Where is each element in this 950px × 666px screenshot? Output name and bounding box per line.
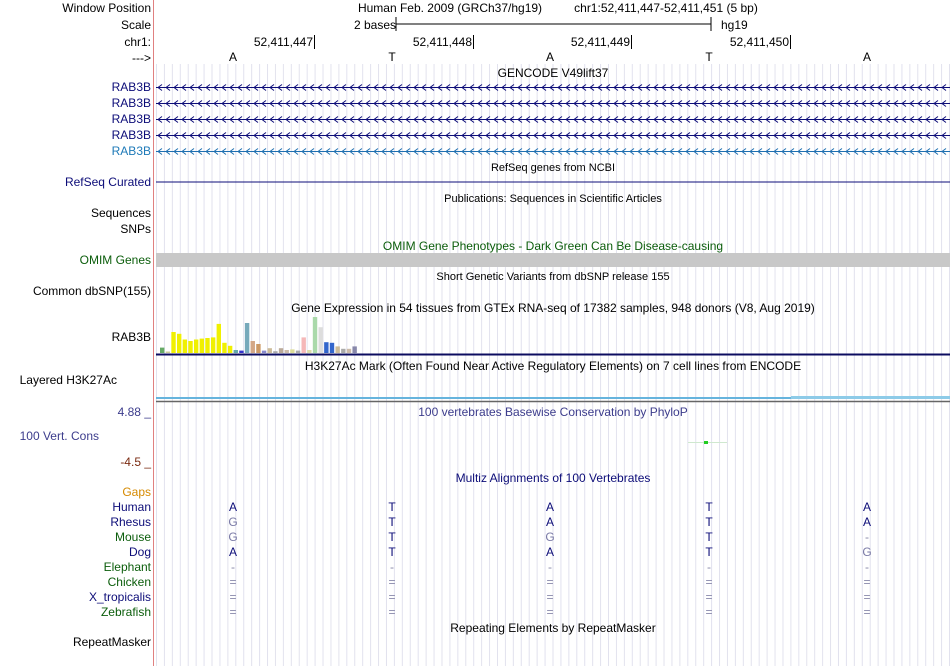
- alignment-base: -: [390, 560, 394, 574]
- alignment-base: A: [545, 500, 554, 514]
- ref-base-2: T: [388, 50, 396, 64]
- label-species-mouse: Mouse: [114, 530, 151, 544]
- gtex-tissue-bar: [228, 346, 232, 353]
- label-species-rhesus: Rhesus: [110, 515, 151, 529]
- label-publications-snps[interactable]: SNPs: [120, 222, 151, 236]
- alignment-base: =: [229, 575, 237, 589]
- h3k27ac-signal-low: [156, 397, 791, 399]
- alignment-base: A: [862, 500, 871, 514]
- ref-base-1: A: [228, 50, 237, 64]
- alignment-base: A: [545, 515, 554, 529]
- track-label-column: [0, 0, 153, 666]
- gtex-tissue-bar: [307, 350, 311, 353]
- gtex-bar-group: [160, 317, 357, 353]
- alignment-base: =: [705, 575, 713, 589]
- alignment-base: =: [388, 590, 396, 604]
- label-h3k27ac[interactable]: Layered H3K27Ac: [19, 373, 117, 387]
- label-refseq-curated[interactable]: RefSeq Curated: [64, 175, 151, 189]
- alignment-base: =: [229, 590, 237, 604]
- gtex-tissue-bar: [341, 349, 345, 353]
- alignment-base: T: [705, 515, 713, 529]
- scale-db: hg19: [721, 18, 748, 32]
- label-window-position: Window Position: [62, 1, 151, 15]
- gtex-tissue-bar: [188, 341, 192, 353]
- label-scale: Scale: [120, 18, 151, 32]
- ruler-tick-2: [473, 35, 474, 49]
- alignment-base: T: [705, 500, 713, 514]
- gtex-tissue-bar: [335, 346, 339, 353]
- alignment-base: =: [863, 590, 871, 604]
- alignment-base: A: [862, 515, 871, 529]
- track-title-repeatmasker: Repeating Elements by RepeatMasker: [450, 621, 656, 635]
- gtex-tissue-bar: [318, 327, 322, 353]
- alignment-base: =: [546, 590, 554, 604]
- ruler-tick-4: [790, 35, 791, 49]
- alignment-base: =: [388, 605, 396, 619]
- alignment-base: T: [705, 545, 713, 559]
- track-title-h3k27ac: H3K27Ac Mark (Often Found Near Active Regulatory Elements) on 7 cell lines from ENCODE: [304, 359, 802, 373]
- phylop-score-mark: [704, 441, 708, 444]
- track-data-area[interactable]: [156, 0, 950, 666]
- label-dbsnp[interactable]: Common dbSNP(155): [32, 284, 151, 298]
- ruler-label-1: 52,411,447: [253, 35, 313, 49]
- alignment-base: -: [231, 560, 235, 574]
- gtex-tissue-bar: [200, 339, 204, 353]
- label-omim-genes[interactable]: OMIM Genes: [79, 253, 151, 267]
- track-title-dbsnp: Short Genetic Variants from dbSNP release 155: [436, 271, 670, 283]
- alignment-base: -: [707, 560, 711, 574]
- gtex-tissue-bar: [251, 341, 255, 353]
- label-species-xtropicalis: X_tropicalis: [88, 590, 151, 604]
- label-gencode-2[interactable]: RAB3B: [111, 96, 151, 110]
- gtex-tissue-bar: [234, 350, 238, 353]
- alignment-base: =: [388, 575, 396, 589]
- label-species-dog: Dog: [128, 545, 151, 559]
- gtex-tissue-bar: [268, 348, 272, 353]
- gtex-tissue-bar: [279, 348, 283, 353]
- gtex-tissue-bar: [313, 317, 317, 353]
- alignment-base: =: [705, 605, 713, 619]
- label-phylop-max: 4.88 _: [117, 405, 151, 419]
- gtex-tissue-bar: [177, 334, 181, 353]
- alignment-base: =: [229, 605, 237, 619]
- alignment-base: -: [865, 530, 869, 544]
- gtex-tissue-bar: [211, 337, 215, 353]
- gtex-tissue-bar: [194, 340, 198, 354]
- alignment-base: -: [865, 560, 869, 574]
- label-phylop-name[interactable]: 100 Vert. Cons: [19, 429, 99, 443]
- alignment-base: T: [705, 530, 713, 544]
- gtex-tissue-bar: [171, 332, 175, 353]
- track-title-phylop: 100 vertebrates Basewise Conservation by PhyloP: [418, 405, 688, 419]
- ruler-label-3: 52,411,449: [570, 35, 630, 49]
- label-gencode-5[interactable]: RAB3B: [111, 144, 151, 158]
- label-chrom: chr1:: [124, 35, 151, 49]
- alignment-base: =: [863, 575, 871, 589]
- alignment-base: T: [388, 530, 396, 544]
- track-title-gencode: GENCODE V49lift37: [497, 66, 609, 80]
- gtex-tissue-bar: [217, 324, 221, 353]
- omim-gene-bar: [156, 253, 950, 267]
- label-publications-sequences[interactable]: Sequences: [90, 206, 151, 220]
- track-title-omim: OMIM Gene Phenotypes - Dark Green Can Be Disease-causing: [382, 239, 724, 253]
- ref-base-4: T: [705, 50, 713, 64]
- label-gencode-1[interactable]: RAB3B: [111, 80, 151, 94]
- gtex-tissue-bar: [290, 349, 294, 353]
- alignment-base: T: [388, 500, 396, 514]
- alignment-base: =: [546, 605, 554, 619]
- gtex-tissue-bar: [245, 323, 249, 353]
- alignment-base: A: [228, 545, 237, 559]
- alignment-base: =: [546, 575, 554, 589]
- ruler-tick-1: [314, 35, 315, 49]
- alignment-base: T: [388, 545, 396, 559]
- ref-base-5: A: [862, 50, 871, 64]
- gtex-tissue-bar: [160, 348, 164, 353]
- gtex-tissue-bar: [183, 340, 187, 354]
- gtex-tissue-bar: [302, 337, 306, 353]
- alignment-base: =: [705, 590, 713, 604]
- alignment-base: G: [228, 530, 238, 544]
- ref-base-3: A: [545, 50, 554, 64]
- track-title-gtex: Gene Expression in 54 tissues from GTEx RNA-seq of 17382 samples, 948 donors (V8, Aug 2019): [291, 301, 815, 315]
- scale-label: 2 bases: [353, 18, 396, 32]
- label-gtex-gene[interactable]: RAB3B: [111, 330, 151, 344]
- label-separator-line: [153, 0, 154, 666]
- gtex-tissue-bar: [347, 349, 351, 353]
- alignment-base: G: [228, 515, 238, 529]
- label-gencode-3[interactable]: RAB3B: [111, 112, 151, 126]
- label-repeatmasker[interactable]: RepeatMasker: [72, 635, 151, 649]
- gtex-tissue-bar: [166, 352, 170, 354]
- gtex-tissue-bar: [205, 338, 209, 353]
- scale-bar: [396, 17, 711, 31]
- label-species-elephant: Elephant: [103, 560, 151, 574]
- gtex-tissue-bar: [262, 351, 266, 353]
- ruler-label-2: 52,411,448: [412, 35, 472, 49]
- alignment-base: -: [548, 560, 552, 574]
- label-gencode-4[interactable]: RAB3B: [111, 128, 151, 142]
- header-assembly: Human Feb. 2009 (GRCh37/hg19): [357, 1, 543, 15]
- track-title-multiz: Multiz Alignments of 100 Vertebrates: [455, 471, 651, 485]
- gtex-tissue-bar: [324, 342, 328, 353]
- label-species-chicken: Chicken: [107, 575, 151, 589]
- gtex-tissue-bar: [296, 351, 300, 353]
- track-title-publications: Publications: Sequences in Scientific Articles: [444, 193, 662, 205]
- gtex-tissue-bar: [352, 346, 356, 353]
- track-title-refseq: RefSeq genes from NCBI: [490, 162, 616, 174]
- gtex-tissue-bar: [256, 344, 260, 353]
- label-species-zebrafish: Zebrafish: [100, 605, 151, 619]
- alignment-base: G: [862, 545, 872, 559]
- alignment-base: =: [863, 605, 871, 619]
- label-phylop-min: -4.5 _: [120, 455, 151, 469]
- alignment-base: G: [545, 530, 555, 544]
- gtex-tissue-bar: [222, 343, 226, 353]
- alignment-base: A: [545, 545, 554, 559]
- gtex-tissue-bar: [239, 351, 243, 353]
- gtex-tissue-bar: [273, 351, 277, 353]
- label-gaps: Gaps: [122, 485, 151, 499]
- label-species-human: Human: [112, 500, 151, 514]
- alignment-base: T: [388, 515, 396, 529]
- ruler-tick-3: [631, 35, 632, 49]
- alignment-base: A: [228, 500, 237, 514]
- ruler-label-4: 52,411,450: [729, 35, 789, 49]
- h3k27ac-signal-high: [791, 396, 950, 399]
- gtex-tissue-bar: [285, 350, 289, 353]
- header-position: chr1:52,411,447-52,411,451 (5 bp): [574, 1, 758, 15]
- gtex-tissue-bar: [330, 343, 334, 353]
- label-strand: --->: [132, 51, 151, 65]
